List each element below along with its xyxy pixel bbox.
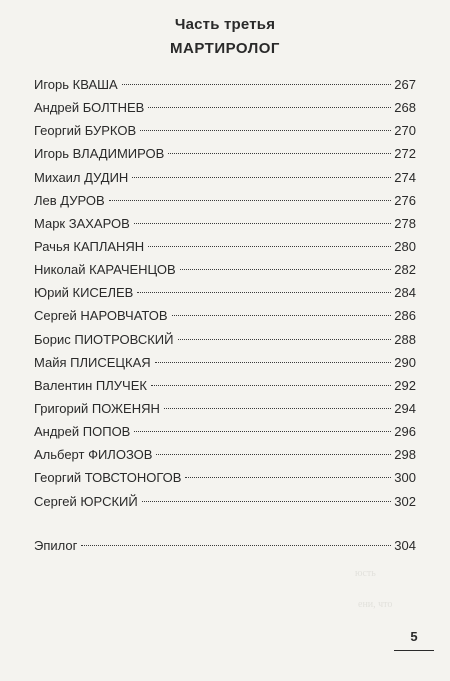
toc-entry[interactable]: [34, 189, 416, 212]
toc-entry-page: 274: [394, 169, 416, 185]
toc-entry-page: 284: [394, 285, 416, 301]
toc-entry-epilogue[interactable]: [34, 534, 416, 557]
toc-entry-page: 267: [394, 77, 416, 92]
dot-leader: [109, 200, 392, 201]
dot-leader: [134, 431, 391, 432]
toc-entry-name: Николай КАРАЧЕНЦОВ: [34, 262, 176, 278]
toc-entry-page: 268: [394, 100, 416, 116]
toc-entry[interactable]: [34, 466, 416, 489]
toc-entry-name: Андрей ПОПОВ: [34, 424, 131, 440]
page-number-box: [394, 626, 434, 651]
toc-entry[interactable]: [34, 328, 416, 351]
dot-leader: [185, 477, 391, 478]
toc-entry-name: Георгий ТОВСТОНОГОВ: [34, 470, 182, 486]
dot-leader: [137, 292, 391, 293]
bleed-through-text: ени, что: [358, 599, 393, 610]
dot-leader: [81, 545, 391, 546]
toc-entry-page: 296: [394, 424, 416, 440]
toc-entry-page: 298: [394, 447, 416, 463]
toc-entry-name: Андрей БОЛТНЕВ: [34, 100, 145, 116]
toc-entry-name: Сергей ЮРСКИЙ: [34, 493, 138, 509]
toc-entry-page: 282: [394, 262, 416, 278]
dot-leader: [148, 246, 391, 247]
toc-entry-name: Марк ЗАХАРОВ: [34, 215, 130, 231]
part-title: Часть третья: [174, 16, 276, 33]
toc-header: [0, 16, 450, 58]
table-of-contents: [34, 73, 416, 513]
toc-entry[interactable]: [34, 142, 416, 165]
dot-leader: [134, 223, 392, 224]
toc-entry-name: Рачья КАПЛАНЯН: [34, 238, 145, 254]
dot-leader: [122, 84, 392, 85]
toc-entry-page: 288: [394, 331, 416, 347]
toc-entry-page: 294: [394, 400, 416, 416]
toc-entry[interactable]: [34, 304, 416, 327]
toc-entry[interactable]: [34, 96, 416, 119]
toc-entry-name: Георгий БУРКОВ: [34, 123, 137, 139]
toc-entry-name: Борис ПИОТРОВСКИЙ: [34, 331, 174, 347]
toc-entry[interactable]: [34, 420, 416, 443]
toc-entry[interactable]: [34, 119, 416, 142]
section-title: МАРТИРОЛОГ: [170, 40, 280, 57]
toc-entry-name: Сергей НАРОВЧАТОВ: [34, 308, 168, 324]
toc-entry-page: 278: [394, 215, 416, 231]
toc-entry-page: 292: [394, 377, 416, 393]
dot-leader: [148, 107, 391, 108]
toc-entry-page: 300: [394, 470, 416, 486]
dot-leader: [164, 408, 391, 409]
toc-entry-name: Юрий КИСЕЛЕВ: [34, 285, 134, 301]
toc-entry-page: 304: [394, 538, 416, 553]
toc-entry-name: Игорь ВЛАДИМИРОВ: [34, 146, 165, 162]
toc-entry-name: Эпилог: [34, 538, 78, 553]
toc-entry-page: 272: [394, 146, 416, 162]
dot-leader: [168, 153, 391, 154]
epilogue-entry-list: [34, 534, 416, 557]
toc-entry[interactable]: [34, 351, 416, 374]
toc-entry-page: 290: [394, 354, 416, 370]
toc-entry[interactable]: [34, 73, 416, 96]
toc-entry-page: 286: [394, 308, 416, 324]
toc-entry-name: Альберт ФИЛОЗОВ: [34, 447, 153, 463]
toc-entry-page: 276: [394, 192, 416, 208]
toc-entry-name: Майя ПЛИСЕЦКАЯ: [34, 354, 151, 370]
dot-leader: [132, 177, 391, 178]
dot-leader: [178, 339, 392, 340]
dot-leader: [155, 362, 392, 363]
dot-leader: [142, 501, 392, 502]
toc-entry[interactable]: [34, 374, 416, 397]
toc-entry-page: 280: [394, 238, 416, 254]
toc-entry[interactable]: [34, 166, 416, 189]
toc-entry[interactable]: [34, 212, 416, 235]
toc-entry-page: 302: [394, 493, 416, 509]
dot-leader: [180, 269, 392, 270]
toc-entry-name: Лев ДУРОВ: [34, 192, 105, 208]
toc-entry-name: Михаил ДУДИН: [34, 169, 129, 185]
toc-entry[interactable]: [34, 443, 416, 466]
toc-entry[interactable]: [34, 490, 416, 513]
bleed-through-text: юсть: [355, 568, 376, 579]
toc-entry[interactable]: [34, 397, 416, 420]
toc-entry-page: 270: [394, 123, 416, 139]
dot-leader: [151, 385, 391, 386]
dot-leader: [172, 315, 392, 316]
dot-leader: [156, 454, 391, 455]
toc-entry-name: Григорий ПОЖЕНЯН: [34, 400, 160, 416]
toc-entry-name: Игорь КВАША: [34, 77, 118, 92]
toc-entry[interactable]: [34, 235, 416, 258]
toc-entry[interactable]: [34, 281, 416, 304]
page-number: 5: [410, 629, 418, 644]
toc-entry[interactable]: [34, 258, 416, 281]
dot-leader: [140, 130, 391, 131]
toc-entry-name: Валентин ПЛУЧЕК: [34, 377, 147, 393]
